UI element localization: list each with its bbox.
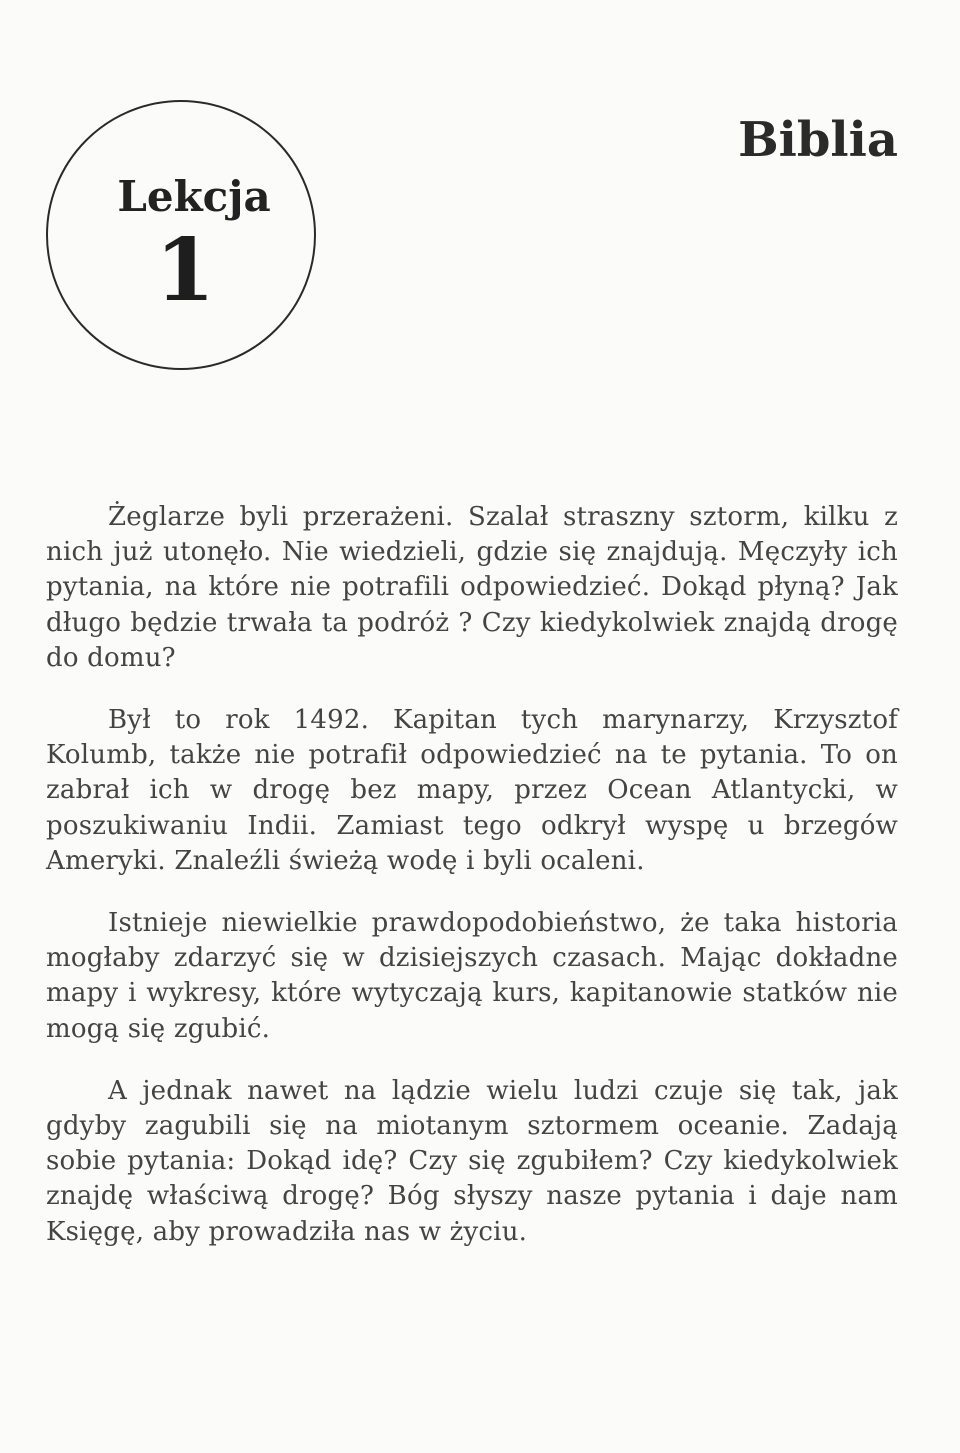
body-text xyxy=(46,500,898,1277)
lesson-number: 1 xyxy=(155,220,215,321)
paragraph: A jednak nawet na lądzie wielu ludzi czuje się tak, jak gdyby zagubili się na miotanym sztormem oceanie. Zadają sobie pytania: Dokąd idę? Czy się zgubiłem? Czy kiedykolwiek znajdę właściwą drogę? Bóg słyszy nasze pytania i daje nam Księgę, aby prowadziła nas w życiu. xyxy=(46,1075,898,1247)
paragraph: Był to rok 1492. Kapitan tych marynarzy, Krzysztof Kolumb, także nie potrafił odpowiedzieć na te pytania. To on zabrał ich w drogę bez mapy, przez Ocean Atlantycki, w poszukiwaniu Indii. Zamiast tego odkrył wyspę u brzegów Ameryki. Znaleźli świeżą wodę i byli ocaleni. xyxy=(46,705,898,876)
paragraph: Istnieje niewielkie prawdopodobieństwo, że taka historia mogłaby zdarzyć się w dzisiejszych czasach. Mając dokładne mapy i wykresy, które wytyczają kurs, kapitanowie statków nie mogą się zgubić. xyxy=(46,908,898,1044)
paragraph: Żeglarze byli przerażeni. Szalał straszny sztorm, kilku z nich już utonęło. Nie wiedzieli, gdzie się znajdują. Męczyły ich pytania, na które nie potrafili odpowiedzieć. Dokąd płyną? Jak długo będzie trwała ta podróż ? Czy kiedykolwiek znajdą drogę do domu? xyxy=(46,502,898,673)
lesson-badge xyxy=(46,100,316,370)
lesson-label: Lekcja xyxy=(117,172,271,221)
page-title: Biblia xyxy=(738,112,898,168)
